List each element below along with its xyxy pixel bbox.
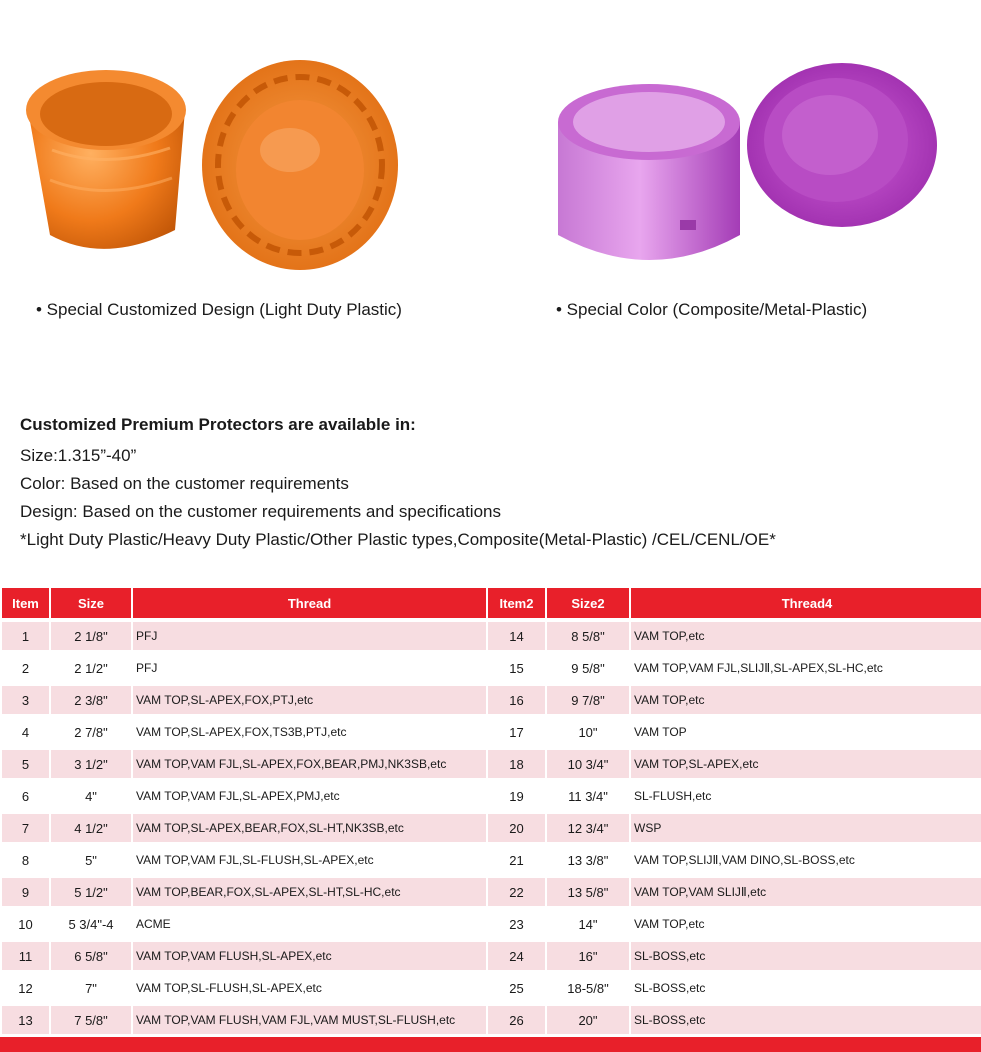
cell-size: 2 7/8" bbox=[51, 718, 131, 746]
cell-item: 3 bbox=[2, 686, 49, 714]
table-row bbox=[2, 974, 981, 1002]
cell-thread: PFJ bbox=[133, 622, 486, 650]
cell-thread4: VAM TOP,SLIJⅡ,VAM DINO,SL-BOSS,etc bbox=[631, 846, 981, 874]
cell-item2: 23 bbox=[488, 910, 545, 938]
cell-size2: 20" bbox=[547, 1006, 629, 1034]
cell-thread: VAM TOP,SL-FLUSH,SL-APEX,etc bbox=[133, 974, 486, 1002]
table-body bbox=[2, 622, 981, 1034]
cell-thread: ACME bbox=[133, 910, 486, 938]
cell-size: 5" bbox=[51, 846, 131, 874]
cell-item2: 26 bbox=[488, 1006, 545, 1034]
cell-size: 5 1/2" bbox=[51, 878, 131, 906]
cell-item: 2 bbox=[2, 654, 49, 682]
cell-size2: 10 3/4" bbox=[547, 750, 629, 778]
size-line: Size:1.315”-40” bbox=[20, 446, 137, 465]
cell-thread4: VAM TOP,etc bbox=[631, 686, 981, 714]
table-row bbox=[2, 846, 981, 874]
header-size: Size bbox=[51, 588, 131, 618]
table-row bbox=[2, 782, 981, 810]
cell-thread: VAM TOP,BEAR,FOX,SL-APEX,SL-HT,SL-HC,etc bbox=[133, 878, 486, 906]
header-thread4: Thread4 bbox=[631, 588, 981, 618]
cell-thread: VAM TOP,SL-APEX,FOX,TS3B,PTJ,etc bbox=[133, 718, 486, 746]
cell-item: 6 bbox=[2, 782, 49, 810]
cell-item2: 19 bbox=[488, 782, 545, 810]
table-header-row bbox=[2, 588, 981, 618]
cell-size: 3 1/2" bbox=[51, 750, 131, 778]
thread-spec-table bbox=[0, 584, 981, 1038]
cell-thread4: VAM TOP,etc bbox=[631, 910, 981, 938]
cell-item2: 17 bbox=[488, 718, 545, 746]
cell-thread4: VAM TOP bbox=[631, 718, 981, 746]
cell-size: 7" bbox=[51, 974, 131, 1002]
header-size2: Size2 bbox=[547, 588, 629, 618]
cell-size: 7 5/8" bbox=[51, 1006, 131, 1034]
header-item2: Item2 bbox=[488, 588, 545, 618]
cell-size2: 8 5/8" bbox=[547, 622, 629, 650]
cell-size2: 13 3/8" bbox=[547, 846, 629, 874]
cell-item2: 25 bbox=[488, 974, 545, 1002]
cell-item2: 20 bbox=[488, 814, 545, 842]
table-row bbox=[2, 654, 981, 682]
cell-item: 4 bbox=[2, 718, 49, 746]
caption-custom-design: • Special Customized Design (Light Duty Plastic) bbox=[36, 300, 402, 319]
orange-protector-photo bbox=[10, 40, 430, 270]
table-row bbox=[2, 718, 981, 746]
table-row bbox=[2, 686, 981, 714]
cell-size2: 9 7/8" bbox=[547, 686, 629, 714]
cell-item: 10 bbox=[2, 910, 49, 938]
table-row bbox=[2, 1006, 981, 1034]
cell-item: 1 bbox=[2, 622, 49, 650]
cell-size2: 14" bbox=[547, 910, 629, 938]
cell-thread4: SL-BOSS,etc bbox=[631, 1006, 981, 1034]
cell-item2: 14 bbox=[488, 622, 545, 650]
table-row bbox=[2, 750, 981, 778]
cell-thread: VAM TOP,SL-APEX,FOX,PTJ,etc bbox=[133, 686, 486, 714]
cell-size2: 13 5/8" bbox=[547, 878, 629, 906]
availability-info bbox=[20, 414, 776, 554]
cell-item2: 21 bbox=[488, 846, 545, 874]
cell-thread: VAM TOP,SL-APEX,BEAR,FOX,SL-HT,NK3SB,etc bbox=[133, 814, 486, 842]
cell-item: 5 bbox=[2, 750, 49, 778]
cell-item2: 22 bbox=[488, 878, 545, 906]
bottom-accent-bar bbox=[0, 1037, 981, 1052]
cell-size: 2 3/8" bbox=[51, 686, 131, 714]
color-line: Color: Based on the customer requirements bbox=[20, 474, 349, 493]
header-thread: Thread bbox=[133, 588, 486, 618]
cell-item: 13 bbox=[2, 1006, 49, 1034]
table-row bbox=[2, 814, 981, 842]
cell-size2: 12 3/4" bbox=[547, 814, 629, 842]
cell-size2: 9 5/8" bbox=[547, 654, 629, 682]
cell-thread: VAM TOP,VAM FLUSH,SL-APEX,etc bbox=[133, 942, 486, 970]
cell-thread4: VAM TOP,SL-APEX,etc bbox=[631, 750, 981, 778]
cell-thread4: SL-BOSS,etc bbox=[631, 942, 981, 970]
cell-thread4: SL-BOSS,etc bbox=[631, 974, 981, 1002]
cell-thread: VAM TOP,VAM FLUSH,VAM FJL,VAM MUST,SL-FLUSH,etc bbox=[133, 1006, 486, 1034]
table-row bbox=[2, 878, 981, 906]
cell-size: 6 5/8" bbox=[51, 942, 131, 970]
cell-size: 5 3/4"-4 bbox=[51, 910, 131, 938]
header-item: Item bbox=[2, 588, 49, 618]
table-row bbox=[2, 622, 981, 650]
cell-item2: 16 bbox=[488, 686, 545, 714]
availability-heading: Customized Premium Protectors are available in: bbox=[20, 415, 416, 434]
cell-item: 12 bbox=[2, 974, 49, 1002]
types-line: *Light Duty Plastic/Heavy Duty Plastic/Other Plastic types,Composite(Metal-Plastic) /CEL/CENL/OE* bbox=[20, 530, 776, 549]
cell-thread: VAM TOP,VAM FJL,SL-FLUSH,SL-APEX,etc bbox=[133, 846, 486, 874]
cell-item2: 24 bbox=[488, 942, 545, 970]
cell-item: 11 bbox=[2, 942, 49, 970]
cell-size: 2 1/2" bbox=[51, 654, 131, 682]
cell-size2: 11 3/4" bbox=[547, 782, 629, 810]
cell-thread: VAM TOP,VAM FJL,SL-APEX,FOX,BEAR,PMJ,NK3SB,etc bbox=[133, 750, 486, 778]
cell-item: 9 bbox=[2, 878, 49, 906]
cell-size2: 10" bbox=[547, 718, 629, 746]
cell-thread4: WSP bbox=[631, 814, 981, 842]
cell-thread4: VAM TOP,VAM FJL,SLIJⅡ,SL-APEX,SL-HC,etc bbox=[631, 654, 981, 682]
cell-item: 8 bbox=[2, 846, 49, 874]
purple-protector-photo bbox=[540, 40, 960, 270]
table-row bbox=[2, 910, 981, 938]
cell-size: 4" bbox=[51, 782, 131, 810]
cell-thread: PFJ bbox=[133, 654, 486, 682]
cell-item: 7 bbox=[2, 814, 49, 842]
cell-size2: 16" bbox=[547, 942, 629, 970]
cell-thread4: VAM TOP,VAM SLIJⅡ,etc bbox=[631, 878, 981, 906]
cell-item2: 18 bbox=[488, 750, 545, 778]
cell-item2: 15 bbox=[488, 654, 545, 682]
cell-size: 2 1/8" bbox=[51, 622, 131, 650]
cell-size2: 18-5/8" bbox=[547, 974, 629, 1002]
design-line: Design: Based on the customer requirements and specifications bbox=[20, 502, 501, 521]
cell-thread: VAM TOP,VAM FJL,SL-APEX,PMJ,etc bbox=[133, 782, 486, 810]
cell-thread4: VAM TOP,etc bbox=[631, 622, 981, 650]
table-row bbox=[2, 942, 981, 970]
caption-special-color: • Special Color (Composite/Metal-Plastic) bbox=[556, 300, 868, 319]
cell-size: 4 1/2" bbox=[51, 814, 131, 842]
cell-thread4: SL-FLUSH,etc bbox=[631, 782, 981, 810]
